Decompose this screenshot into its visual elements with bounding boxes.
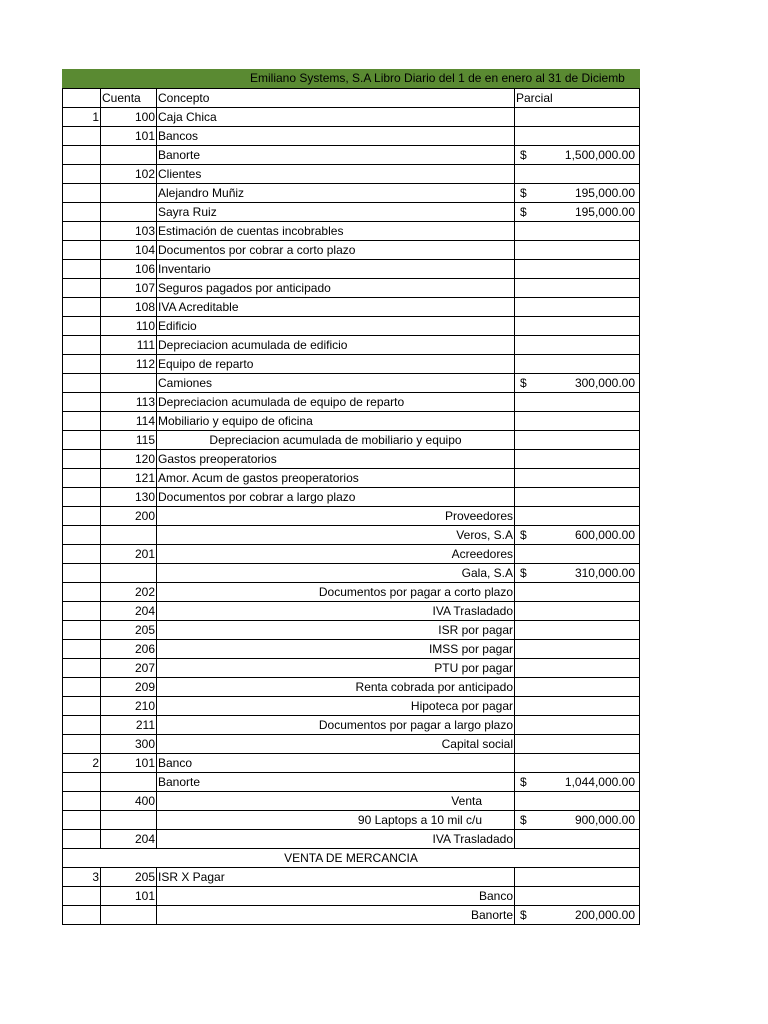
- account-code-cell[interactable]: [101, 773, 157, 792]
- partial-amount-cell[interactable]: [515, 298, 640, 317]
- amount-value: 1,044,000.00: [564, 775, 635, 789]
- partial-amount-cell[interactable]: [515, 830, 640, 849]
- amount-value: 600,000.00: [574, 528, 635, 542]
- partial-amount-cell[interactable]: [515, 412, 640, 431]
- concept-cell[interactable]: Banco: [157, 887, 515, 906]
- concept-cell[interactable]: IMSS por pagar: [157, 640, 515, 659]
- concept-cell[interactable]: Banorte: [157, 773, 515, 792]
- partial-amount-cell[interactable]: [515, 526, 640, 545]
- entry-number-cell[interactable]: [63, 773, 101, 792]
- amount-value: 200,000.00: [574, 908, 635, 922]
- entry-number-cell[interactable]: [63, 127, 101, 146]
- amount-value: 1,500,000.00: [564, 148, 635, 162]
- entry-number-cell[interactable]: [63, 621, 101, 640]
- entry-number-cell[interactable]: 1: [63, 108, 101, 127]
- concept-cell[interactable]: Proveedores: [157, 507, 515, 526]
- partial-amount-cell[interactable]: [515, 868, 640, 887]
- entry-number-cell[interactable]: [63, 488, 101, 507]
- partial-amount-cell[interactable]: [515, 355, 640, 374]
- amount-value: 195,000.00: [574, 186, 635, 200]
- entry-number-cell[interactable]: 2: [63, 754, 101, 773]
- concept-cell[interactable]: Venta: [157, 792, 515, 811]
- account-code-cell[interactable]: [101, 526, 157, 545]
- table-row: [63, 279, 640, 298]
- table-row: [63, 355, 640, 374]
- entry-number-cell[interactable]: [63, 640, 101, 659]
- concept-cell[interactable]: Gala, S.A: [157, 564, 515, 583]
- partial-amount-cell[interactable]: [515, 507, 640, 526]
- concept-cell[interactable]: Estimación de cuentas incobrables: [157, 222, 515, 241]
- account-code-cell[interactable]: 104: [101, 241, 157, 260]
- currency-symbol: $: [520, 528, 527, 542]
- partial-amount-cell[interactable]: [515, 906, 640, 925]
- partial-amount-cell[interactable]: [515, 203, 640, 222]
- account-code-cell[interactable]: 209: [101, 678, 157, 697]
- concept-cell[interactable]: Camiones: [157, 374, 515, 393]
- table-row: [63, 773, 640, 792]
- account-code-cell[interactable]: 300: [101, 735, 157, 754]
- entry-number-cell[interactable]: 3: [63, 868, 101, 887]
- table-row: [63, 450, 640, 469]
- entry-number-cell[interactable]: [63, 222, 101, 241]
- entry-number-cell[interactable]: [63, 260, 101, 279]
- entry-number-cell[interactable]: [63, 678, 101, 697]
- section-label-cell[interactable]: VENTA DE MERCANCIA: [63, 849, 640, 868]
- amount-value: 310,000.00: [574, 566, 635, 580]
- table-row: [63, 697, 640, 716]
- concept-cell[interactable]: 90 Laptops a 10 mil c/u: [157, 811, 515, 830]
- partial-amount-cell[interactable]: [515, 564, 640, 583]
- amount-value: 300,000.00: [574, 376, 635, 390]
- table-row: [63, 678, 640, 697]
- table-row: [63, 640, 640, 659]
- account-code-cell[interactable]: 205: [101, 868, 157, 887]
- partial-amount-cell[interactable]: [515, 336, 640, 355]
- table-row: [63, 184, 640, 203]
- account-code-cell[interactable]: 106: [101, 260, 157, 279]
- partial-amount-cell[interactable]: [515, 279, 640, 298]
- concept-cell[interactable]: Amor. Acum de gastos preoperatorios: [157, 469, 515, 488]
- table-row: [63, 393, 640, 412]
- entry-number-cell[interactable]: [63, 602, 101, 621]
- concept-cell[interactable]: Depreciacion acumulada de edificio: [157, 336, 515, 355]
- account-code-cell[interactable]: 101: [101, 127, 157, 146]
- concepto-header[interactable]: Concepto: [157, 89, 515, 108]
- partial-amount-cell[interactable]: [515, 184, 640, 203]
- entry-number-cell[interactable]: [63, 583, 101, 602]
- concept-cell[interactable]: Acreedores: [157, 545, 515, 564]
- table-row: [63, 317, 640, 336]
- partial-amount-cell[interactable]: [515, 222, 640, 241]
- table-row: [63, 374, 640, 393]
- partial-amount-cell[interactable]: [515, 602, 640, 621]
- concept-cell[interactable]: Mobiliario y equipo de oficina: [157, 412, 515, 431]
- account-code-cell[interactable]: 100: [101, 108, 157, 127]
- header-row: [63, 89, 640, 108]
- partial-amount-cell[interactable]: [515, 317, 640, 336]
- partial-amount-cell[interactable]: [515, 374, 640, 393]
- account-code-cell[interactable]: 112: [101, 355, 157, 374]
- account-code-cell[interactable]: 103: [101, 222, 157, 241]
- cuenta-header[interactable]: Cuenta: [101, 89, 157, 108]
- account-code-cell[interactable]: [101, 564, 157, 583]
- concept-cell[interactable]: Banorte: [157, 906, 515, 925]
- account-code-cell[interactable]: 107: [101, 279, 157, 298]
- table-row: [63, 222, 640, 241]
- partial-amount-cell[interactable]: [515, 887, 640, 906]
- entry-number-cell[interactable]: [63, 545, 101, 564]
- entry-number-cell[interactable]: [63, 336, 101, 355]
- account-code-cell[interactable]: [101, 906, 157, 925]
- entry-header-cell[interactable]: [63, 89, 101, 108]
- concept-cell[interactable]: ISR X Pagar: [157, 868, 515, 887]
- partial-amount-cell[interactable]: [515, 754, 640, 773]
- concept-cell[interactable]: ISR por pagar: [157, 621, 515, 640]
- entry-number-cell[interactable]: [63, 697, 101, 716]
- concept-cell[interactable]: Documentos por cobrar a corto plazo: [157, 241, 515, 260]
- entry-number-cell[interactable]: [63, 279, 101, 298]
- journal-title: Emiliano Systems, S.A Libro Diario del 1 de en enero al 31 de Diciemb: [250, 71, 625, 85]
- account-code-cell[interactable]: [101, 184, 157, 203]
- partial-amount-cell[interactable]: [515, 716, 640, 735]
- table-row: [63, 849, 640, 868]
- table-row: [63, 146, 640, 165]
- account-code-cell[interactable]: 400: [101, 792, 157, 811]
- account-code-cell[interactable]: 202: [101, 583, 157, 602]
- partial-amount-cell[interactable]: [515, 659, 640, 678]
- entry-number-cell[interactable]: [63, 887, 101, 906]
- account-code-cell[interactable]: 111: [101, 336, 157, 355]
- concept-cell[interactable]: IVA Trasladado: [157, 830, 515, 849]
- concept-cell[interactable]: Banco: [157, 754, 515, 773]
- account-code-cell[interactable]: 115: [101, 431, 157, 450]
- account-code-cell[interactable]: [101, 374, 157, 393]
- account-code-cell[interactable]: 101: [101, 754, 157, 773]
- concept-cell[interactable]: Caja Chica: [157, 108, 515, 127]
- amount-value: 900,000.00: [574, 813, 635, 827]
- currency-symbol: $: [520, 186, 527, 200]
- entry-number-cell[interactable]: [63, 792, 101, 811]
- concept-cell[interactable]: Depreciacion acumulada de equipo de reparto: [157, 393, 515, 412]
- entry-number-cell[interactable]: [63, 374, 101, 393]
- table-row: [63, 108, 640, 127]
- partial-amount-cell[interactable]: [515, 697, 640, 716]
- entry-number-cell[interactable]: [63, 298, 101, 317]
- table-row: [63, 868, 640, 887]
- concept-cell[interactable]: PTU por pagar: [157, 659, 515, 678]
- entry-number-cell[interactable]: [63, 431, 101, 450]
- table-row: [63, 545, 640, 564]
- currency-symbol: $: [520, 205, 527, 219]
- entry-number-cell[interactable]: [63, 393, 101, 412]
- table-row: [63, 526, 640, 545]
- concept-cell[interactable]: Veros, S.A: [157, 526, 515, 545]
- table-row: [63, 336, 640, 355]
- account-code-cell[interactable]: 211: [101, 716, 157, 735]
- account-code-cell[interactable]: [101, 811, 157, 830]
- account-code-cell[interactable]: 108: [101, 298, 157, 317]
- partial-amount-cell[interactable]: [515, 431, 640, 450]
- partial-amount-cell[interactable]: [515, 450, 640, 469]
- partial-amount-cell[interactable]: [515, 735, 640, 754]
- entry-number-cell[interactable]: [63, 526, 101, 545]
- account-code-cell[interactable]: 121: [101, 469, 157, 488]
- partial-amount-cell[interactable]: [515, 792, 640, 811]
- table-row: [63, 241, 640, 260]
- concept-cell[interactable]: Seguros pagados por anticipado: [157, 279, 515, 298]
- account-code-cell[interactable]: 201: [101, 545, 157, 564]
- account-code-cell[interactable]: 114: [101, 412, 157, 431]
- concept-cell[interactable]: Banorte: [157, 146, 515, 165]
- account-code-cell[interactable]: 110: [101, 317, 157, 336]
- entry-number-cell[interactable]: [63, 830, 101, 849]
- concept-cell[interactable]: Alejandro Muñiz: [157, 184, 515, 203]
- partial-amount-cell[interactable]: [515, 146, 640, 165]
- partial-amount-cell[interactable]: [515, 108, 640, 127]
- partial-amount-cell[interactable]: [515, 165, 640, 184]
- account-code-cell[interactable]: 204: [101, 830, 157, 849]
- entry-number-cell[interactable]: [63, 184, 101, 203]
- table-row: [63, 298, 640, 317]
- partial-amount-cell[interactable]: [515, 545, 640, 564]
- concept-cell[interactable]: Documentos por pagar a corto plazo: [157, 583, 515, 602]
- partial-amount-cell[interactable]: [515, 241, 640, 260]
- concept-cell[interactable]: Clientes: [157, 165, 515, 184]
- table-row: [63, 716, 640, 735]
- partial-amount-cell[interactable]: [515, 583, 640, 602]
- account-code-cell[interactable]: [101, 146, 157, 165]
- table-row: [63, 811, 640, 830]
- table-row: [63, 735, 640, 754]
- entry-number-cell[interactable]: [63, 507, 101, 526]
- table-row: [63, 792, 640, 811]
- currency-symbol: $: [520, 775, 527, 789]
- concept-cell[interactable]: IVA Trasladado: [157, 602, 515, 621]
- currency-symbol: $: [520, 566, 527, 580]
- partial-amount-cell[interactable]: [515, 773, 640, 792]
- concept-cell[interactable]: Equipo de reparto: [157, 355, 515, 374]
- amount-value: 195,000.00: [574, 205, 635, 219]
- account-code-cell[interactable]: 210: [101, 697, 157, 716]
- concept-cell[interactable]: Capital social: [157, 735, 515, 754]
- table-row: [63, 469, 640, 488]
- entry-number-cell[interactable]: [63, 355, 101, 374]
- entry-number-cell[interactable]: [63, 203, 101, 222]
- account-code-cell[interactable]: 205: [101, 621, 157, 640]
- concept-cell[interactable]: Documentos por cobrar a largo plazo: [157, 488, 515, 507]
- account-code-cell[interactable]: 204: [101, 602, 157, 621]
- partial-amount-cell[interactable]: [515, 678, 640, 697]
- concept-cell[interactable]: Hipoteca por pagar: [157, 697, 515, 716]
- concept-cell[interactable]: Sayra Ruiz: [157, 203, 515, 222]
- currency-symbol: $: [520, 148, 527, 162]
- entry-number-cell[interactable]: [63, 241, 101, 260]
- journal-title-bar[interactable]: [62, 69, 640, 88]
- entry-number-cell[interactable]: [63, 317, 101, 336]
- journal-table: [62, 88, 640, 925]
- table-row: [63, 412, 640, 431]
- concept-cell[interactable]: Gastos preoperatorios: [157, 450, 515, 469]
- table-row: [63, 906, 640, 925]
- entry-number-cell[interactable]: [63, 469, 101, 488]
- partial-amount-cell[interactable]: [515, 640, 640, 659]
- account-code-cell[interactable]: 101: [101, 887, 157, 906]
- currency-symbol: $: [520, 376, 527, 390]
- table-row: [63, 165, 640, 184]
- table-row: [63, 659, 640, 678]
- entry-number-cell[interactable]: [63, 165, 101, 184]
- entry-number-cell[interactable]: [63, 716, 101, 735]
- table-row: [63, 127, 640, 146]
- table-row: [63, 887, 640, 906]
- table-row: [63, 583, 640, 602]
- table-row: [63, 260, 640, 279]
- account-code-cell[interactable]: 113: [101, 393, 157, 412]
- table-row: [63, 488, 640, 507]
- partial-amount-cell[interactable]: [515, 469, 640, 488]
- account-code-cell[interactable]: 200: [101, 507, 157, 526]
- entry-number-cell[interactable]: [63, 146, 101, 165]
- table-row: [63, 507, 640, 526]
- parcial-header[interactable]: Parcial: [515, 89, 640, 108]
- table-row: [63, 621, 640, 640]
- entry-number-cell[interactable]: [63, 564, 101, 583]
- entry-number-cell[interactable]: [63, 450, 101, 469]
- partial-amount-cell[interactable]: [515, 393, 640, 412]
- entry-number-cell[interactable]: [63, 906, 101, 925]
- table-row: [63, 564, 640, 583]
- currency-symbol: $: [520, 908, 527, 922]
- partial-amount-cell[interactable]: [515, 811, 640, 830]
- table-row: [63, 203, 640, 222]
- entry-number-cell[interactable]: [63, 811, 101, 830]
- concept-cell[interactable]: Documentos por pagar a largo plazo: [157, 716, 515, 735]
- concept-cell[interactable]: Inventario: [157, 260, 515, 279]
- concept-cell[interactable]: Renta cobrada por anticipado: [157, 678, 515, 697]
- account-code-cell[interactable]: 130: [101, 488, 157, 507]
- entry-number-cell[interactable]: [63, 412, 101, 431]
- concept-cell[interactable]: Bancos: [157, 127, 515, 146]
- currency-symbol: $: [520, 813, 527, 827]
- partial-amount-cell[interactable]: [515, 127, 640, 146]
- account-code-cell[interactable]: [101, 203, 157, 222]
- partial-amount-cell[interactable]: [515, 621, 640, 640]
- table-row: [63, 431, 640, 450]
- entry-number-cell[interactable]: [63, 735, 101, 754]
- table-row: [63, 602, 640, 621]
- account-code-cell[interactable]: 102: [101, 165, 157, 184]
- concept-cell[interactable]: IVA Acreditable: [157, 298, 515, 317]
- concept-cell[interactable]: Edificio: [157, 317, 515, 336]
- entry-number-cell[interactable]: [63, 659, 101, 678]
- account-code-cell[interactable]: 120: [101, 450, 157, 469]
- concept-cell[interactable]: Depreciacion acumulada de mobiliario y equipo: [157, 431, 515, 450]
- account-code-cell[interactable]: 207: [101, 659, 157, 678]
- table-row: [63, 754, 640, 773]
- account-code-cell[interactable]: 206: [101, 640, 157, 659]
- partial-amount-cell[interactable]: [515, 488, 640, 507]
- partial-amount-cell[interactable]: [515, 260, 640, 279]
- table-row: [63, 830, 640, 849]
